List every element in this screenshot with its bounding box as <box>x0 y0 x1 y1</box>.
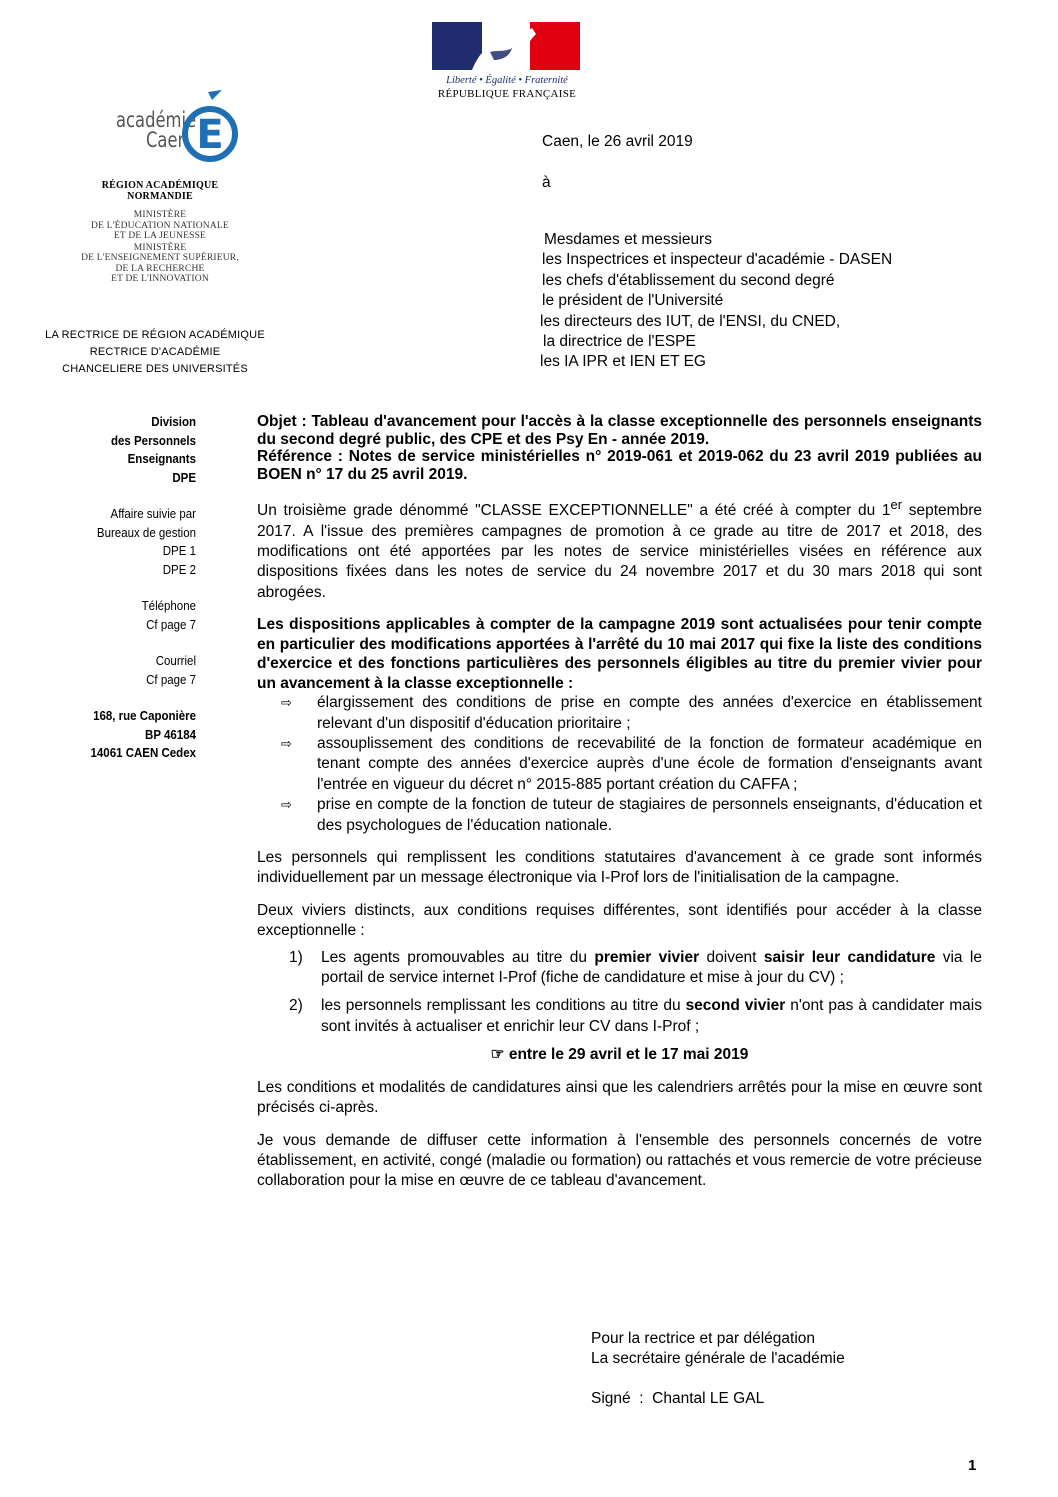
recipient-intro: à <box>542 174 551 191</box>
recipient-line: les chefs d'établissement du second degré <box>542 271 835 289</box>
rectrice-line: CHANCELIERE DES UNIVERSITÉS <box>62 363 248 375</box>
dates-line <box>257 1045 982 1065</box>
list-item <box>257 795 982 836</box>
rectrice-line: LA RECTRICE DE RÉGION ACADÉMIQUE <box>45 329 265 341</box>
recipient-line: Mesdames et messieurs <box>544 231 712 248</box>
list-item-text: élargissement des conditions de prise en compte des années d'exercice en établissement relevant d'un dispositif d'éducation prioritaire ; <box>317 694 982 732</box>
ministry-line: DE L'ENSEIGNEMENT SUPÉRIEUR, <box>81 253 239 263</box>
numbered-item-2 <box>257 996 982 1037</box>
division-line: Enseignants <box>127 452 196 466</box>
republic-motto: Liberté • Égalité • Fraternité <box>446 75 568 86</box>
arrow-right-icon: ⇨ <box>281 695 292 711</box>
affaire-line: Bureaux de gestion <box>96 525 196 540</box>
region-line: RÉGION ACADÉMIQUE <box>101 180 219 191</box>
arrow-right-icon: ⇨ <box>281 736 292 751</box>
item-bold: saisir leur candidature <box>763 948 936 966</box>
list-item-text: prise en compte de la fonction de tuteur de stagiaires de personnels enseignants, d'éducation et des psychologues de l'éducation nationale. <box>317 796 982 834</box>
academie-word: académie <box>116 108 197 132</box>
item-number: 1) <box>289 948 303 966</box>
signature-line: La secrétaire générale de l'académie <box>591 1350 845 1367</box>
address-line: 14061 CAEN Cedex <box>90 746 196 760</box>
signature-block <box>591 1329 845 1409</box>
date-line: Caen, le 26 avril 2019 <box>542 133 693 150</box>
courriel-value: Cf page 7 <box>146 672 196 687</box>
ministry-line: DE LA RECHERCHE <box>115 263 205 274</box>
letter-body <box>257 413 982 1192</box>
recipient-line: les Inspectrices et inspecteur d'académie - DASEN <box>542 251 893 269</box>
ministry-line: ET DE L'INNOVATION <box>111 274 209 284</box>
item-bold: premier vivier <box>594 948 700 966</box>
affaire-line: Affaire suivie par <box>110 507 196 521</box>
item-text: n'ont pas à candidater mais sont invités à actualiser et enrichir leur CV dans I-Prof ; <box>321 997 982 1035</box>
telephone-value: Cf page 7 <box>146 617 196 632</box>
recipient-line: les directeurs des IUT, de l'ENSI, du CNED, <box>540 312 841 330</box>
item-text: les personnels remplissant les conditions au titre du <box>321 997 686 1015</box>
numbered-item-1 <box>257 948 982 989</box>
paragraph-6: Je vous demande de diffuser cette information à l'ensemble des personnels concernés de votre établissement, en activité, congé (maladie ou formation) ou rattachés et vous remercie de votre précieuse collaboration pour la mise en œuvre de ce tableau d'avancement. <box>257 1131 982 1190</box>
paragraph-1-text: septembre 2017. A l'issue des premières campagnes de promotion à ce grade au titre de 2017 et 2018, des modifications ont été apportées par les notes de service ministérielles visées en référence aux dispositions fixées dans les notes de service du 24 novembre 2017 et du 30 mars 2018 qui sont abrogées. <box>257 502 982 601</box>
item-text: doivent <box>699 948 764 966</box>
service-info <box>62 413 196 763</box>
e-accent-icon <box>178 88 242 164</box>
academie-caen-logo <box>90 88 250 158</box>
arrow-right-icon: ⇨ <box>281 797 292 813</box>
paragraph-5: Les conditions et modalités de candidatures ainsi que les calendriers arrêtés pour la mise en œuvre sont précisés ci-après. <box>257 1078 982 1117</box>
svg-text:E: E <box>196 112 224 158</box>
item-number: 2) <box>289 997 303 1015</box>
ordinal-sup: er <box>890 497 903 512</box>
dates-text: entre le 29 avril et le 17 mai 2019 <box>508 1046 749 1064</box>
affaire-line: DPE 2 <box>162 562 196 577</box>
item-bold: second vivier <box>685 997 786 1015</box>
paragraph-4: Deux viviers distincts, aux conditions requises différentes, sont identifiés pour accéder à la classe exceptionnelle : <box>257 901 982 940</box>
division-line: Division <box>151 415 196 429</box>
recipient-line: la directrice de l'ESPE <box>543 333 696 351</box>
list-item-text: assouplissement des conditions de recevabilité de la fonction de formateur académique en tenant compte des années d'exercice auprès d'une école de formation d'enseignants avant l'entrée en vigueur du décret n° 2015-885 portant création du CAFFA ; <box>317 735 982 793</box>
reference-line: Référence : Notes de service ministérielles n° 2019-061 et 2019-062 du 23 avril 2019 publiées au BOEN n° 17 du 25 avril 2019. <box>257 448 982 483</box>
republic-name: RÉPUBLIQUE FRANÇAISE <box>437 88 577 100</box>
caen-word: Caen <box>146 128 188 152</box>
objet-line: Objet : Tableau d'avancement pour l'accès à la classe exceptionnelle des personnels enseignants du second degré public, des CPE et des Psy En - année 2019. <box>257 413 982 448</box>
bullet-list <box>257 693 982 836</box>
ministry-line: DE L'ÉDUCATION NATIONALE <box>91 220 229 231</box>
rectrice-line: RECTRICE D'ACADÉMIE <box>89 346 221 358</box>
item-text: Les agents promouvables au titre du <box>321 948 595 966</box>
paragraph-2: Les dispositions applicables à compter de la campagne 2019 sont actualisées pour tenir compte en particulier des modifications apportées à l'arrêté du 10 mai 2017 qui fixe la liste des conditions d'exercice et des fonctions particulières des personnels éligibles au titre du premier vivier pour un avancement à la classe exceptionnelle : <box>257 616 982 692</box>
ministry-line: ET DE LA JEUNESSE <box>113 231 207 241</box>
division-line: des Personnels <box>110 433 196 448</box>
paragraph-1 <box>257 495 982 603</box>
signature-name: Signé : Chantal LE GAL <box>591 1390 765 1407</box>
address-line: BP 46184 <box>145 727 196 742</box>
recipient-line: le président de l'Université <box>542 292 724 310</box>
region-line: NORMANDIE <box>127 191 193 202</box>
telephone-label: Téléphone <box>141 599 196 613</box>
item-text: via le portail de service internet I-Prof (fiche de candidature et mise à jour du CV) ; <box>321 948 982 987</box>
affaire-line: DPE 1 <box>162 544 196 558</box>
republique-francaise-logo <box>432 22 582 100</box>
list-item <box>257 693 982 734</box>
paragraph-3: Les personnels qui remplissent les conditions statutaires d'avancement à ce grade sont informés individuellement par un message électronique via I-Prof lors de l'initialisation de la campagne. <box>257 849 982 887</box>
paragraph-1-text: Un troisième grade dénommé "CLASSE EXCEPTIONNELLE" a été créé à compter du 1 <box>257 502 891 520</box>
courriel-label: Courriel <box>155 654 196 668</box>
page-number: 1 <box>968 1457 977 1474</box>
list-item <box>257 734 982 795</box>
recipients <box>0 230 892 373</box>
ministry-line: MINISTÈRE <box>133 210 187 220</box>
division-line: DPE <box>172 470 196 485</box>
signature-line: Pour la rectrice et par délégation <box>591 1330 816 1347</box>
recipient-line: les IA IPR et IEN ET EG <box>540 353 706 371</box>
address-line: 168, rue Caponière <box>93 709 196 723</box>
ministry-line: MINISTÈRE <box>133 242 187 253</box>
marianne-flag-icon <box>432 22 580 70</box>
pointing-hand-icon: ☞ <box>490 1046 509 1064</box>
